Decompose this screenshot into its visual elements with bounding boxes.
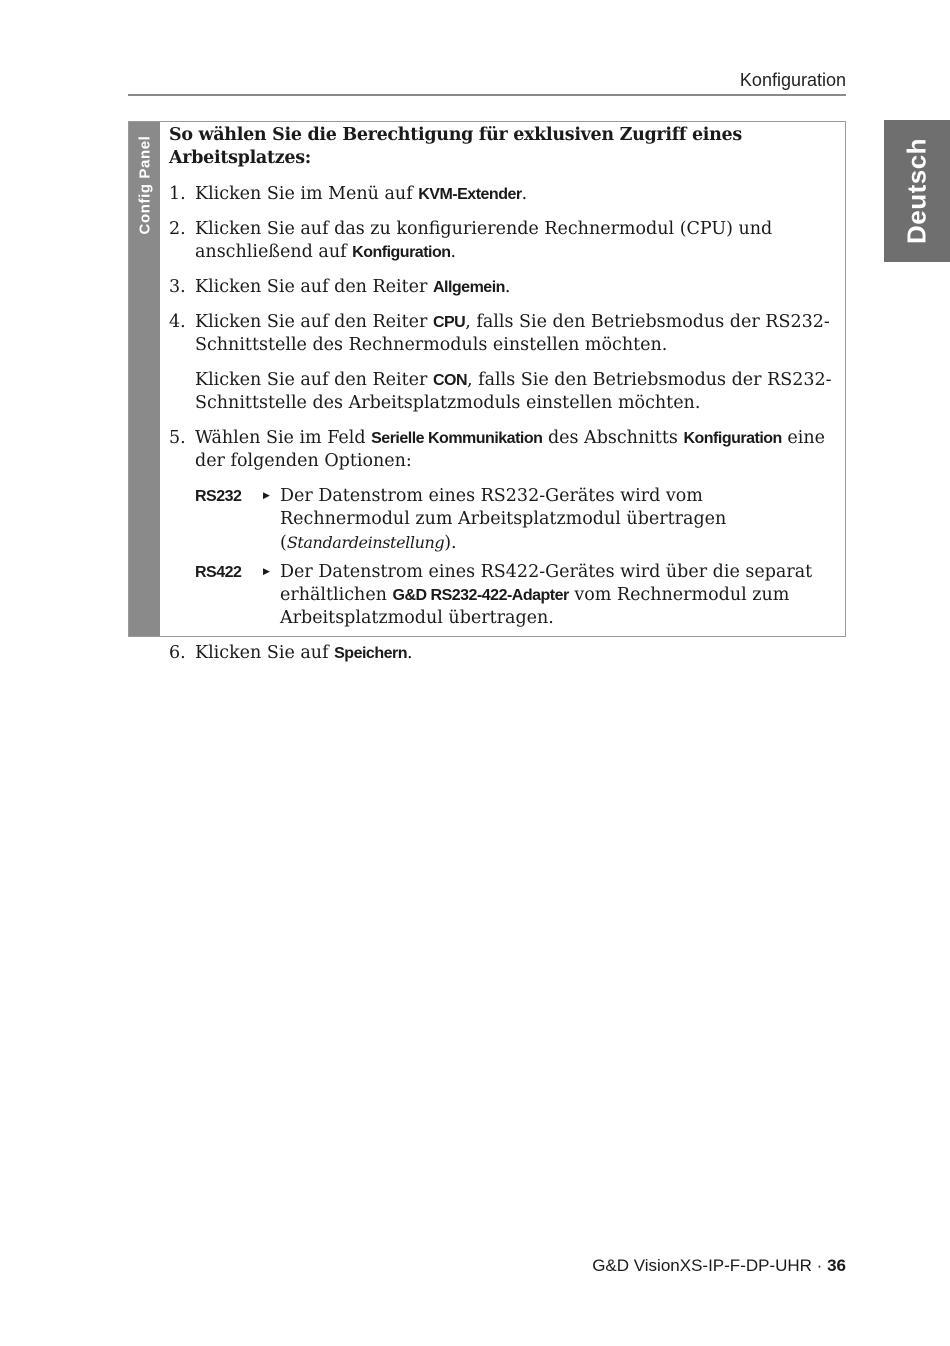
ui-term: Konfiguration [352, 244, 451, 261]
step-number: 1. [169, 184, 186, 204]
step-number: 3. [169, 277, 186, 297]
page-number: 36 [827, 1256, 846, 1275]
option-text: Der Datenstrom eines RS232-Gerätes wird vom Rechnermodul zum Arbeitsplatzmodul übertragen (Standardeinstellung). [280, 486, 727, 553]
option-rs422 [195, 561, 833, 630]
step-5 [169, 427, 833, 630]
page-footer [592, 1256, 846, 1276]
option-key: RS232 [195, 488, 242, 505]
footer-product: G&D VisionXS-IP-F-DP-UHR · [592, 1256, 828, 1275]
panel-body [169, 124, 833, 677]
ui-term: CON [432, 372, 468, 389]
step-4-alt-paragraph: Klicken Sie auf den Reiter CON, falls Sie den Betriebsmodus der RS232-Schnittstelle des Arbeitsplatzmoduls einstellen möchten. [195, 370, 832, 413]
step-number: 2. [169, 219, 186, 239]
ui-term: Serielle Kommunikation [371, 430, 543, 447]
bullet-arrow-icon: ▶ [263, 567, 270, 577]
step-text: Wählen Sie im Feld Serielle Kommunikation des Abschnitts Konfiguration eine der folgenden Optionen: RS232 ▶ Der Datenstrom eines RS232-Gerätes wird vom Rechnermodul zum Arbeitsplatzmodul übertragen (Standardeinstellung). RS422 ▶ Der Datenstrom eines RS422-Gerätes wird über die separat erhältlichen G&D RS232-422-Adapter vom Rechnermodul zum Arbeitsplatzmodul übertragen. [195, 427, 833, 630]
panel-side-label: Config Panel [136, 135, 153, 235]
option-key: RS422 [195, 564, 242, 581]
step-2 [169, 218, 833, 264]
running-header: Konfiguration [739, 70, 846, 90]
step-text: Klicken Sie auf das zu konfigurierende Rechnermodul (CPU) und anschließend auf Konfiguration. [195, 219, 773, 262]
step-number: 4. [169, 312, 186, 332]
step-1 [169, 183, 833, 206]
ui-term: Konfiguration [683, 430, 782, 447]
language-tab [884, 120, 950, 262]
step-number: 5. [169, 428, 186, 448]
ui-term: Speichern [334, 645, 407, 662]
option-text: Der Datenstrom eines RS422-Gerätes wird über die separat erhältlichen G&D RS232-422-Adapter vom Rechnermodul zum Arbeitsplatzmodul übertragen. [280, 562, 813, 628]
step-4 [169, 311, 833, 415]
step-text: Klicken Sie auf den Reiter Allgemein. [195, 277, 511, 297]
instruction-panel [128, 121, 846, 663]
ui-term: CPU [432, 314, 466, 331]
ui-term: Allgemein [432, 279, 505, 296]
panel-side-bar [129, 122, 160, 636]
procedure-heading: So wählen Sie die Berechtigung für exklusiven Zugriff eines Arbeitsplatzes: [169, 125, 742, 168]
ui-term: G&D RS232-422-Adapter [392, 587, 569, 604]
ui-term: KVM-Extender [418, 186, 522, 203]
step-3 [169, 276, 833, 299]
step-number: 6. [169, 643, 186, 663]
language-tab-label: Deutsch [901, 137, 932, 245]
step-text: Klicken Sie im Menü auf KVM-Extender. [195, 184, 528, 204]
emphasis: Standardeinstellung [286, 533, 445, 552]
bullet-arrow-icon: ▶ [263, 491, 270, 501]
option-rs232 [195, 485, 833, 555]
step-6 [169, 642, 833, 665]
step-text: Klicken Sie auf den Reiter CPU, falls Sie den Betriebsmodus der RS232-Schnittstelle des Rechnermoduls einstellen möchten. Klicken Sie auf den Reiter CON, falls Sie den Betriebsmodus der RS232-Schnittstelle des Arbeitsplatzmoduls einstellen möchten. [195, 312, 832, 413]
step-text: Klicken Sie auf Speichern. [195, 643, 413, 663]
header-divider [128, 94, 846, 96]
